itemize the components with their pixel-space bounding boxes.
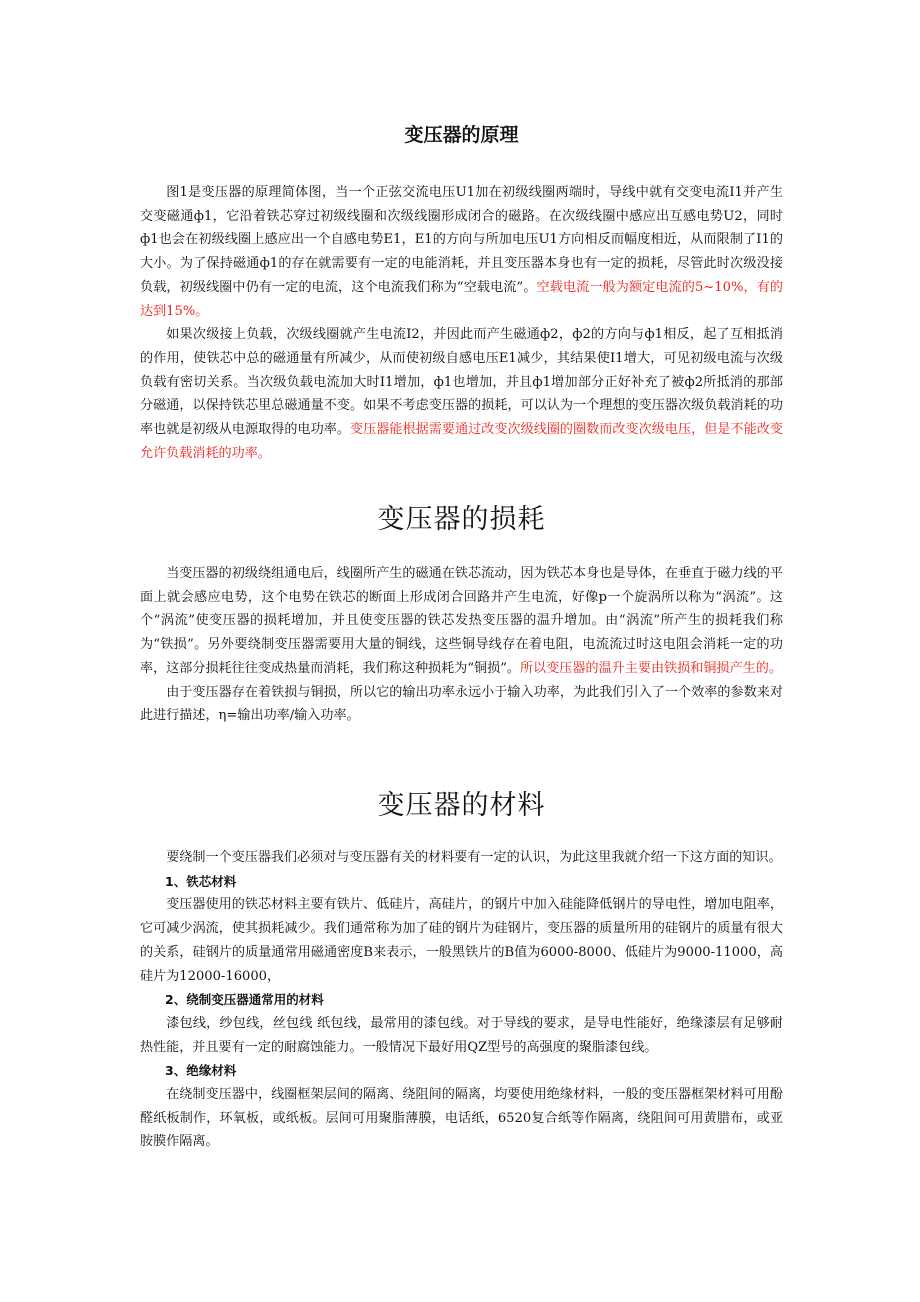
paragraph: 变压器使用的铁芯材料主要有铁片、低硅片，高硅片，的钢片中加入硅能降低钢片的导电性，增加电阻率，它可减少涡流，使其损耗减少。我们通常称为加了硅的钢片为硅钢片，变压器的质量所用的硅钢片的质量有很大的关系，硅钢片的质量通常用磁通密度B来表示，一般黑铁片的B值为6000-8000、低硅片为9000-11000，高硅片为12000-16000，	[140, 897, 783, 984]
paragraph-text: 如果次级接上负载，次级线圈就产生电流I2，并因此而产生磁通ф2，ф2的方向与ф1相反，起了互相抵消的作用，使铁芯中总的磁通量有所减少，从而使初级自感电压E1减少，其结果使I1增大，可见初级电流与次级负载有密切关系。当次级负载电流加大时I1增加，ф1也增加，并且ф1增加部分正好补充了被ф2所抵消的那部分磁通，以保持铁芯里总磁通量不变。如果不考虑变压器的损耗，可以认为一个理想的变压器次级负载消耗的功率也就是初级从电源取得的电功率。	[140, 327, 783, 438]
highlighted-text: 变压器能根据需要通过改变次级线圈的圈数而改变次级电压，但是不能改变允许负载消耗的功率。	[140, 422, 783, 461]
section-loss-body	[140, 562, 783, 728]
paragraph: 漆包线，纱包线，丝包线 纸包线，最常用的漆包线。对于导线的要求，是导电性能好，绝缘漆层有足够耐热性能，并且要有一定的耐腐蚀能力。一般情况下最好用QZ型号的高强度的聚脂漆包线。	[140, 1015, 783, 1055]
subheading-core-material: 1、铁芯材料	[165, 873, 237, 889]
paragraph: 由于变压器存在着铁损与铜损，所以它的输出功率永远小于输入功率，为此我们引入了一个效率的参数来对此进行描述，η=输出功率/输入功率。	[140, 684, 783, 724]
paragraph: 要绕制一个变压器我们必须对与变压器有关的材料要有一定的认识，为此这里我就介绍一下这方面的知识。	[166, 850, 782, 865]
section-title-principle: 变压器的原理	[404, 124, 519, 146]
section-title-materials: 变压器的材料	[377, 790, 546, 821]
subheading-insulation-material: 3、绝缘材料	[165, 1063, 237, 1079]
highlighted-text: 所以变压器的温升主要由铁损和铜损产生的。	[520, 660, 782, 676]
highlighted-text: 空载电流一般为额定电流的5~10%，有的达到15%。	[140, 279, 783, 319]
section-principle-body	[140, 181, 783, 465]
paragraph	[140, 181, 783, 323]
paragraph	[140, 323, 783, 465]
paragraph	[140, 562, 783, 681]
paragraph-text: 当变压器的初级绕组通电后，线圈所产生的磁通在铁芯流动，因为铁芯本身也是导体，在垂直于磁力线的平面上就会感应电势，这个电势在铁芯的断面上形成闭合回路并产生电流，好像p一个旋涡所以称为“涡流”。这个“涡流”使变压器的损耗增加，并且使变压器的铁芯发热变压器的温升增加。由“涡流”所产生的损耗我们称为“铁损”。另外要绕制变压器需要用大量的铜线，这些铜导线存在着电阻，电流流过时这电阻会消耗一定的功率，这部分损耗往往变成热量而消耗，我们称这种损耗为“铜损”。	[140, 566, 783, 676]
section-title-loss: 变压器的损耗	[377, 504, 546, 535]
paragraph: 在绕制变压器中，线圈框架层间的隔离、绕阻间的隔离，均要使用绝缘材料，一般的变压器框架材料可用酚醛纸板制作，环氧板，或纸板。层间可用聚脂薄膜，电话纸，6520复合纸等作隔离，绕阻间可用黄腊布，或亚胺膜作隔离。	[140, 1087, 783, 1150]
section-materials-body	[140, 846, 783, 1154]
paragraph-text: 图1是变压器的原理简体图，当一个正弦交流电压U1加在初级线圈两端时，导线中就有交变电流I1并产生交变磁通ф1，它沿着铁芯穿过初级线圈和次级线圈形成闭合的磁路。在次级线圈中感应出互感电势U2，同时ф1也会在初级线圈上感应出一个自感电势E1，E1的方向与所加电压U1方向相反而幅度相近，从而限制了I1的大小。为了保持磁通ф1的存在就需要有一定的电能消耗，并且变压器本身也有一定的损耗，尽管此时次级没接负载，初级线圈中仍有一定的电流，这个电流我们称为“空载电流”。	[140, 185, 783, 295]
subheading-winding-material: 2、绕制变压器通常用的材料	[165, 992, 324, 1008]
